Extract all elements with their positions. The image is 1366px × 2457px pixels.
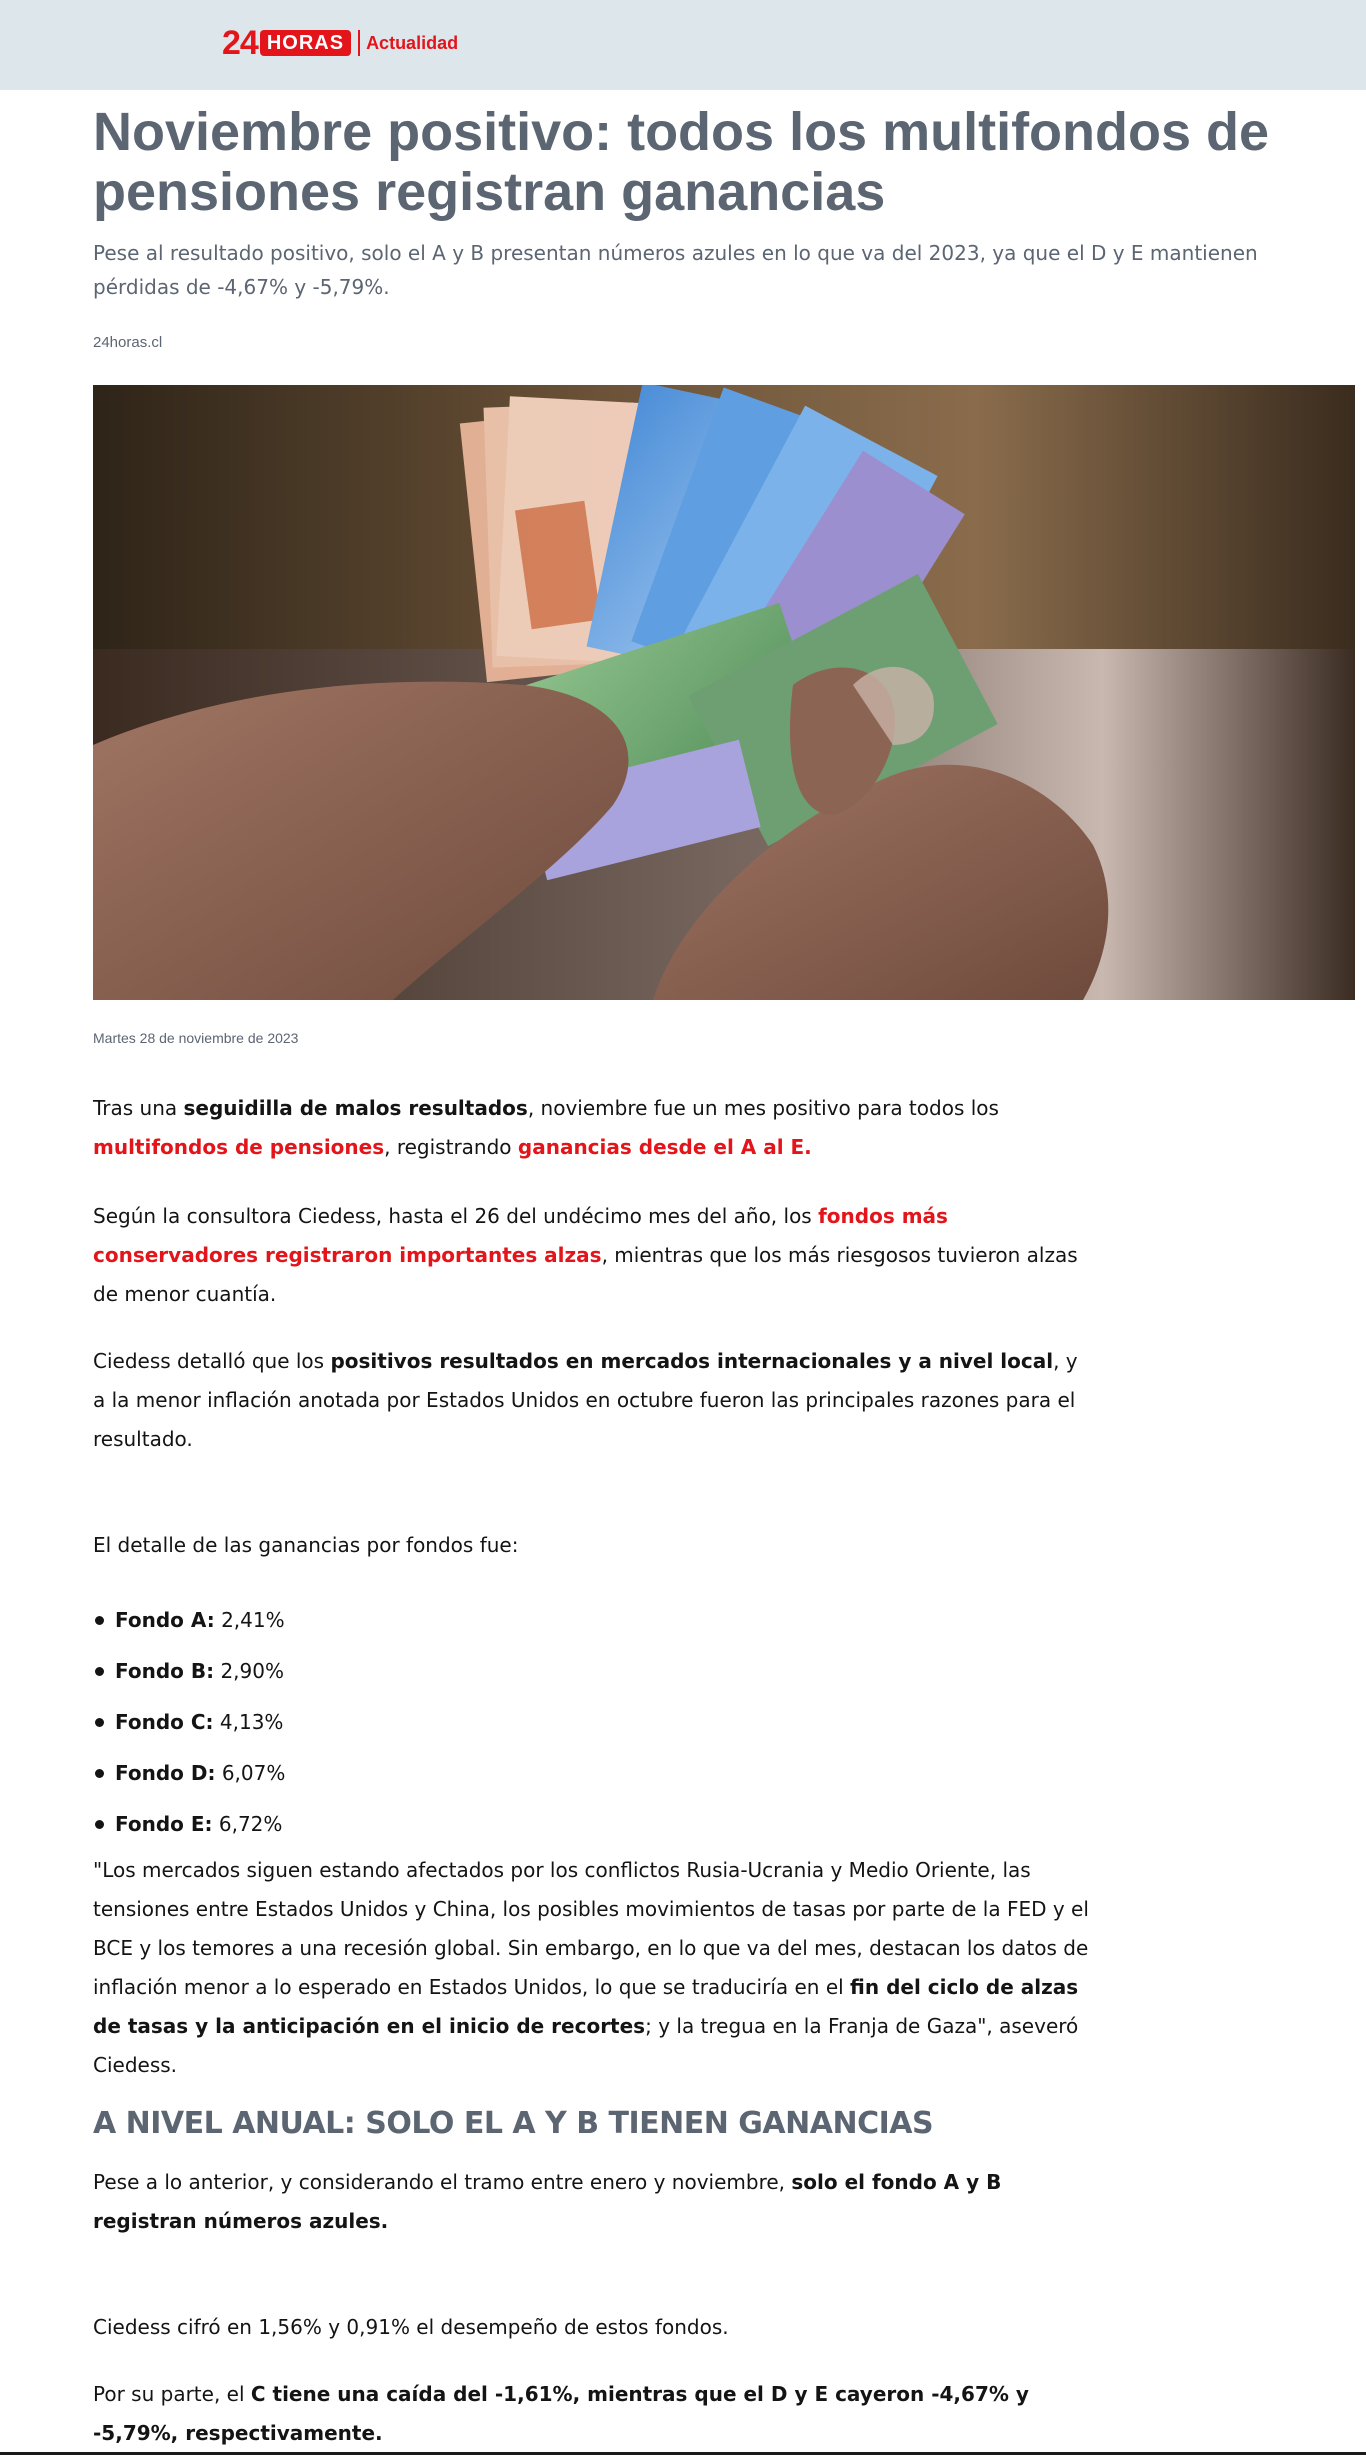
fund-value: 2,41% — [221, 1608, 285, 1632]
paragraph-2 — [93, 1197, 1093, 1314]
text-span: Por su parte, el — [93, 2382, 251, 2406]
link-ganancias[interactable]: ganancias desde el A al E. — [517, 1135, 812, 1159]
bullet-icon — [95, 1769, 104, 1778]
bold-text: solo el fondo A y B registran números azules. — [93, 2170, 1002, 2233]
article-subtitle: Pese al resultado positivo, solo el A y B presentan números azules en lo que va del 2023, ya que el D y E mantienen pérdidas de -4,67% y -5,79%. — [93, 241, 1258, 299]
section-heading: A NIVEL ANUAL: SOLO EL A Y B TIENEN GANANCIAS — [93, 2106, 934, 2141]
bullet-icon — [95, 1616, 104, 1625]
bottom-divider — [0, 2452, 1366, 2455]
logo-divider — [358, 30, 360, 56]
text-span: , mientras que los más riesgosos tuvieron alzas de menor cuantía. — [93, 1243, 1078, 1306]
paragraph-6 — [93, 2163, 1093, 2241]
bullet-icon — [95, 1667, 104, 1676]
list-item — [93, 1646, 1093, 1697]
bold-text: positivos resultados en mercados internacionales y a nivel local — [330, 1349, 1054, 1373]
text-span: "Los mercados siguen estando afectados por los conflictos Rusia-Ucrania y Medio Oriente, las tensiones entre Estados Unidos y China, los posibles movimientos de tasas por parte de la FED y el BCE y los temores a una recesión global. Sin embargo, en lo que va del mes, destacan los datos de inflación menor a lo esperado en Estados Unidos, lo que se traduciría en el — [93, 1858, 1089, 1999]
list-item — [93, 1697, 1093, 1748]
fund-value: 4,13% — [219, 1710, 284, 1734]
text-span: Ciedess detalló que los — [93, 1349, 331, 1373]
logo-number: 24 — [222, 24, 258, 62]
paragraph-7: Ciedess cifró en 1,56% y 0,91% el desempeño de estos fondos. — [93, 2315, 729, 2339]
fund-label: Fondo E: — [115, 1812, 213, 1836]
paragraph-4: El detalle de las ganancias por fondos fue: — [93, 1533, 519, 1557]
text-span: Según la consultora Ciedess, hasta el 26 del undécimo mes del año, los — [93, 1204, 819, 1228]
text-span: , noviembre fue un mes positivo para todos los — [527, 1096, 999, 1120]
bold-text: fin del ciclo de alzas de tasas y la anticipación en el inicio de recortes — [93, 1975, 1079, 2038]
fund-value: 6,07% — [221, 1761, 286, 1785]
site-logo[interactable] — [222, 26, 458, 60]
site-header — [0, 0, 1366, 90]
paragraph-5 — [93, 1851, 1093, 2085]
fund-label: Fondo C: — [115, 1710, 214, 1734]
article-headline: Noviembre positivo: todos los multifondos de pensiones registran ganancias — [93, 102, 1270, 222]
bold-text: C tiene una caída del -1,61%, mientras que el D y E cayeron -4,67% y -5,79%, respectivamente. — [93, 2382, 1029, 2445]
fund-list — [93, 1595, 1093, 1850]
text-span: Pese a lo anterior, y considerando el tramo entre enero y noviembre, — [93, 2170, 792, 2194]
text-span: , registrando — [384, 1135, 518, 1159]
bullet-icon — [95, 1718, 104, 1727]
fund-label: Fondo B: — [115, 1659, 215, 1683]
text-span: Tras una — [93, 1096, 184, 1120]
article-source: 24horas.cl — [93, 334, 163, 351]
hero-illustration — [93, 385, 1355, 1000]
list-item — [93, 1799, 1093, 1850]
section-link[interactable]: Actualidad — [366, 33, 459, 53]
paragraph-1 — [93, 1089, 1093, 1167]
paragraph-8 — [93, 2375, 1093, 2453]
logo-word: HORAS — [260, 30, 351, 56]
link-multifondos[interactable]: multifondos de pensiones — [93, 1135, 385, 1159]
paragraph-3 — [93, 1342, 1093, 1459]
fund-value: 6,72% — [218, 1812, 283, 1836]
fund-label: Fondo A: — [115, 1608, 215, 1632]
bullet-icon — [95, 1820, 104, 1829]
link-fondos-conservadores[interactable]: fondos más conservadores registraron importantes alzas — [93, 1204, 948, 1267]
list-item — [93, 1748, 1093, 1799]
article-body — [93, 1080, 1093, 2453]
hero-image — [93, 385, 1355, 1000]
bold-text: seguidilla de malos resultados — [183, 1096, 528, 1120]
article-date: Martes 28 de noviembre de 2023 — [93, 1030, 299, 1046]
text-span: ; y la tregua en la Franja de Gaza", aseveró Ciedess. — [93, 2014, 1079, 2077]
fund-value: 2,90% — [220, 1659, 284, 1683]
list-item — [93, 1595, 1093, 1646]
fund-label: Fondo D: — [115, 1761, 216, 1785]
text-span: , y a la menor inflación anotada por Estados Unidos en octubre fueron las principales razones para el resultado. — [93, 1349, 1078, 1451]
